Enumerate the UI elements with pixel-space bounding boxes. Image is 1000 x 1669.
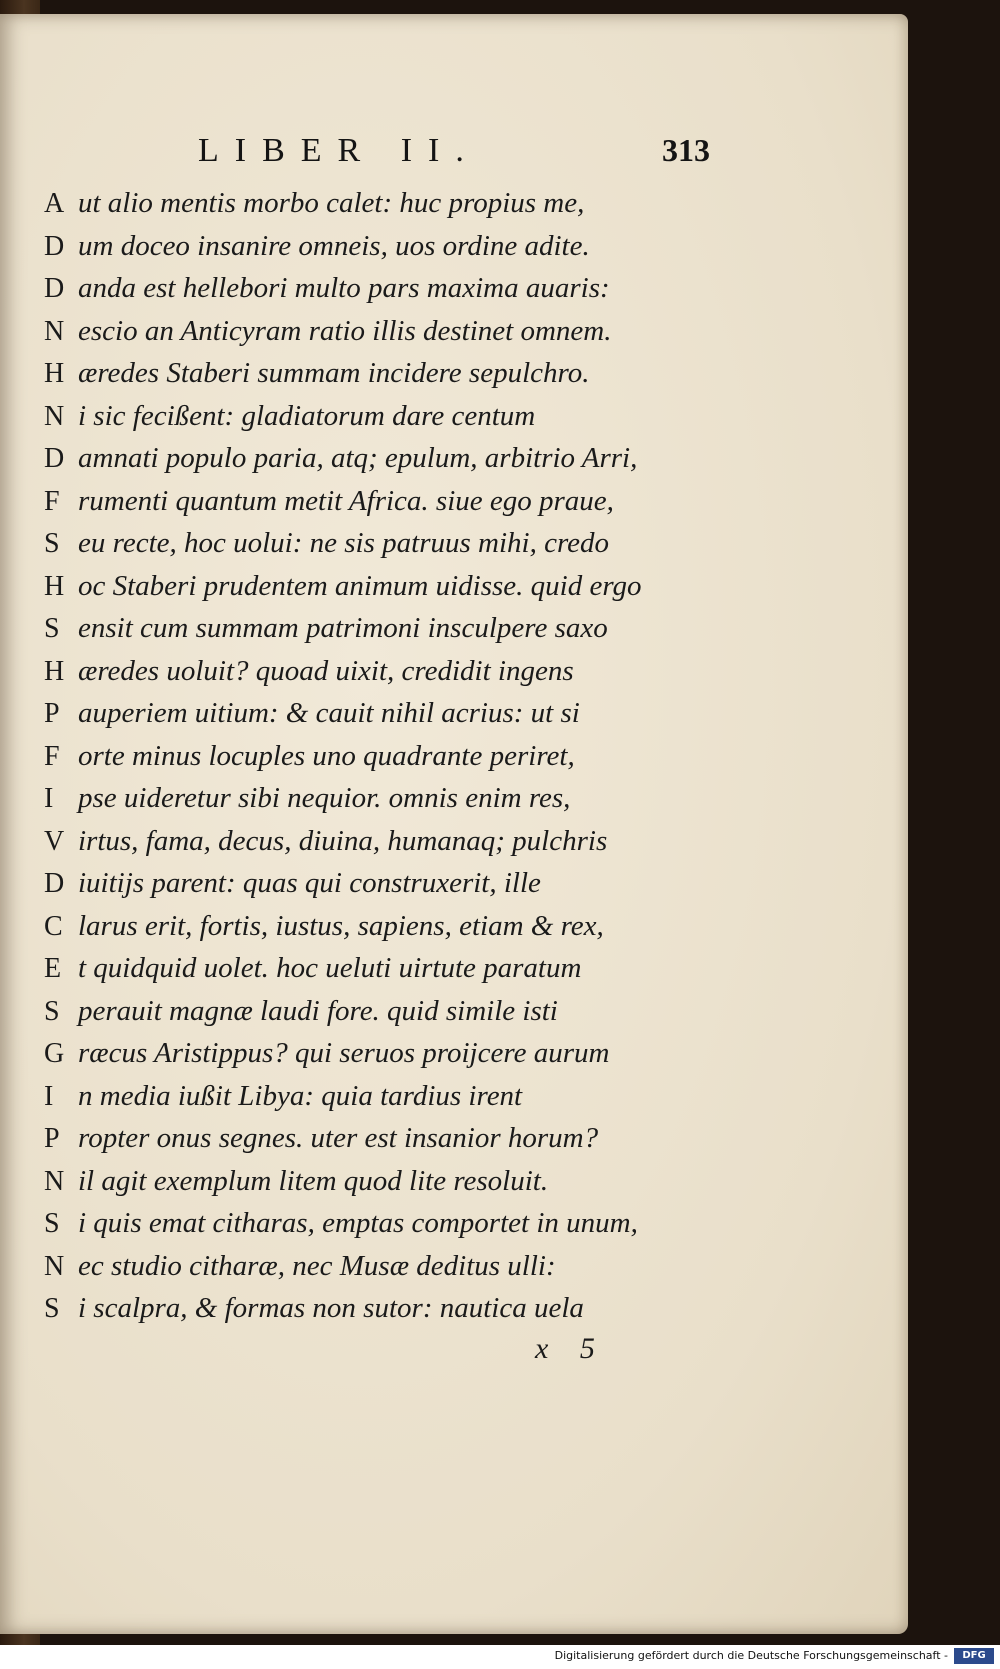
verse-line [44, 182, 744, 225]
verse-line [44, 692, 744, 735]
verse-initial: D [44, 230, 65, 262]
verse-text: iuitijs parent: quas qui construxerit, ille [78, 867, 541, 899]
verse-text: t quidquid uolet. hoc ueluti uirtute paratum [78, 952, 582, 984]
verse-line [44, 1160, 744, 1203]
verse-line [44, 1032, 744, 1075]
verse-initial: N [44, 1250, 65, 1282]
verse-text: ensit cum summam patrimoni insculpere saxo [78, 612, 608, 644]
verse-line [44, 437, 744, 480]
dfg-logo: DFG [954, 1648, 994, 1664]
verse-initial: F [44, 740, 60, 772]
verse-line [44, 352, 744, 395]
verse-line [44, 862, 744, 905]
verse-initial: S [44, 528, 60, 559]
verse-line [44, 522, 744, 565]
verse-line [44, 395, 744, 438]
verse-line [44, 225, 744, 268]
verse-text: æredes uoluit? quoad uixit, credidit ingens [78, 654, 574, 687]
verse-text: oc Staberi prudentem animum uidisse. quid ergo [78, 569, 642, 602]
verse-text: ec studio citharæ, nec Musæ deditus ulli: [78, 1249, 556, 1282]
verse-text: i sic fecißent: gladiatorum dare centum [78, 399, 536, 432]
verse-initial: S [44, 1208, 60, 1239]
verse-text: i quis emat citharas, emptas comportet in unum, [78, 1207, 638, 1239]
verse-line [44, 1075, 744, 1118]
verse-text: escio an Anticyram ratio illis destinet omnem. [78, 314, 612, 347]
verse-line [44, 777, 744, 820]
verse-line [44, 1202, 744, 1245]
verse-initial: S [44, 613, 60, 644]
verse-line [44, 607, 744, 650]
verse-initial: V [44, 825, 65, 857]
verse-text: pse uideretur sibi nequior. omnis enim res, [78, 782, 571, 814]
verse-text: ropter onus segnes. uter est insanior horum? [78, 1122, 599, 1154]
verse-line [44, 1245, 744, 1288]
verse-initial: H [44, 358, 65, 389]
verse-line [44, 480, 744, 523]
verse-text: ræcus Aristippus? qui seruos proijcere aurum [78, 1037, 610, 1069]
verse-text: larus erit, fortis, iustus, sapiens, etiam & rex, [78, 909, 604, 942]
verse-initial: S [44, 995, 60, 1027]
verse-text: ut alio mentis morbo calet: huc propius me, [78, 187, 585, 219]
verse-line [44, 1287, 744, 1330]
verse-initial: N [44, 1165, 65, 1197]
verse-initial: G [44, 1038, 65, 1069]
verse-initial: H [44, 570, 65, 602]
verse-line [44, 820, 744, 863]
signature-mark: x 5 [535, 1332, 595, 1365]
verse-text: auperiem uitium: & cauit nihil acrius: ut si [78, 697, 580, 729]
verse-text: eu recte, hoc uolui: ne sis patruus mihi, credo [78, 527, 610, 559]
verse-initial: P [44, 1123, 60, 1154]
verse-initial: A [44, 188, 65, 219]
verse-line [44, 267, 744, 310]
verse-initial: I [44, 783, 54, 814]
verse-text: irtus, fama, decus, diuina, humanaq; pulchris [78, 824, 608, 857]
verse-initial: E [44, 953, 62, 984]
verse-initial: C [44, 910, 63, 942]
verse-text: um doceo insanire omneis, uos ordine adite. [78, 229, 590, 262]
verse-text: il agit exemplum litem quod lite resoluit. [78, 1164, 549, 1197]
verse-initial: D [44, 868, 65, 899]
verse-text: æredes Staberi summam incidere sepulchro. [78, 357, 590, 389]
verse-initial: P [44, 698, 60, 729]
verse-line [44, 905, 744, 948]
verse-text: perauit magnæ laudi fore. quid simile isti [78, 994, 558, 1027]
verse-initial: D [44, 443, 65, 474]
verse-text: n media iußit Libya: quia tardius irent [78, 1079, 523, 1112]
verse-initial: H [44, 655, 65, 687]
verse-block [44, 182, 744, 1330]
verse-text: i scalpra, & formas non sutor: nautica uela [78, 1292, 584, 1324]
funding-credit: Digitalisierung gefördert durch die Deutsche Forschungsgemeinschaft - [554, 1649, 948, 1662]
footer-bar [0, 1645, 1000, 1669]
verse-text: amnati populo paria, atq; epulum, arbitrio Arri, [78, 442, 638, 474]
verse-line [44, 947, 744, 990]
verse-line [44, 310, 744, 353]
verse-initial: F [44, 485, 60, 517]
verse-line [44, 1117, 744, 1160]
verse-initial: D [44, 273, 65, 304]
verse-initial: N [44, 315, 65, 347]
verse-initial: I [44, 1080, 54, 1112]
verse-line [44, 990, 744, 1033]
verse-line [44, 735, 744, 778]
page-number: 313 [662, 132, 710, 168]
verse-text: anda est hellebori multo pars maxima auaris: [78, 272, 610, 304]
verse-text: rumenti quantum metit Africa. siue ego praue, [78, 484, 614, 517]
book-page [0, 14, 908, 1634]
running-head: LIBER II. [198, 132, 480, 169]
page-header [0, 132, 908, 172]
verse-text: orte minus locuples uno quadrante periret, [78, 739, 575, 772]
verse-initial: S [44, 1293, 60, 1324]
verse-line [44, 565, 744, 608]
verse-initial: N [44, 400, 65, 432]
verse-line [44, 650, 744, 693]
